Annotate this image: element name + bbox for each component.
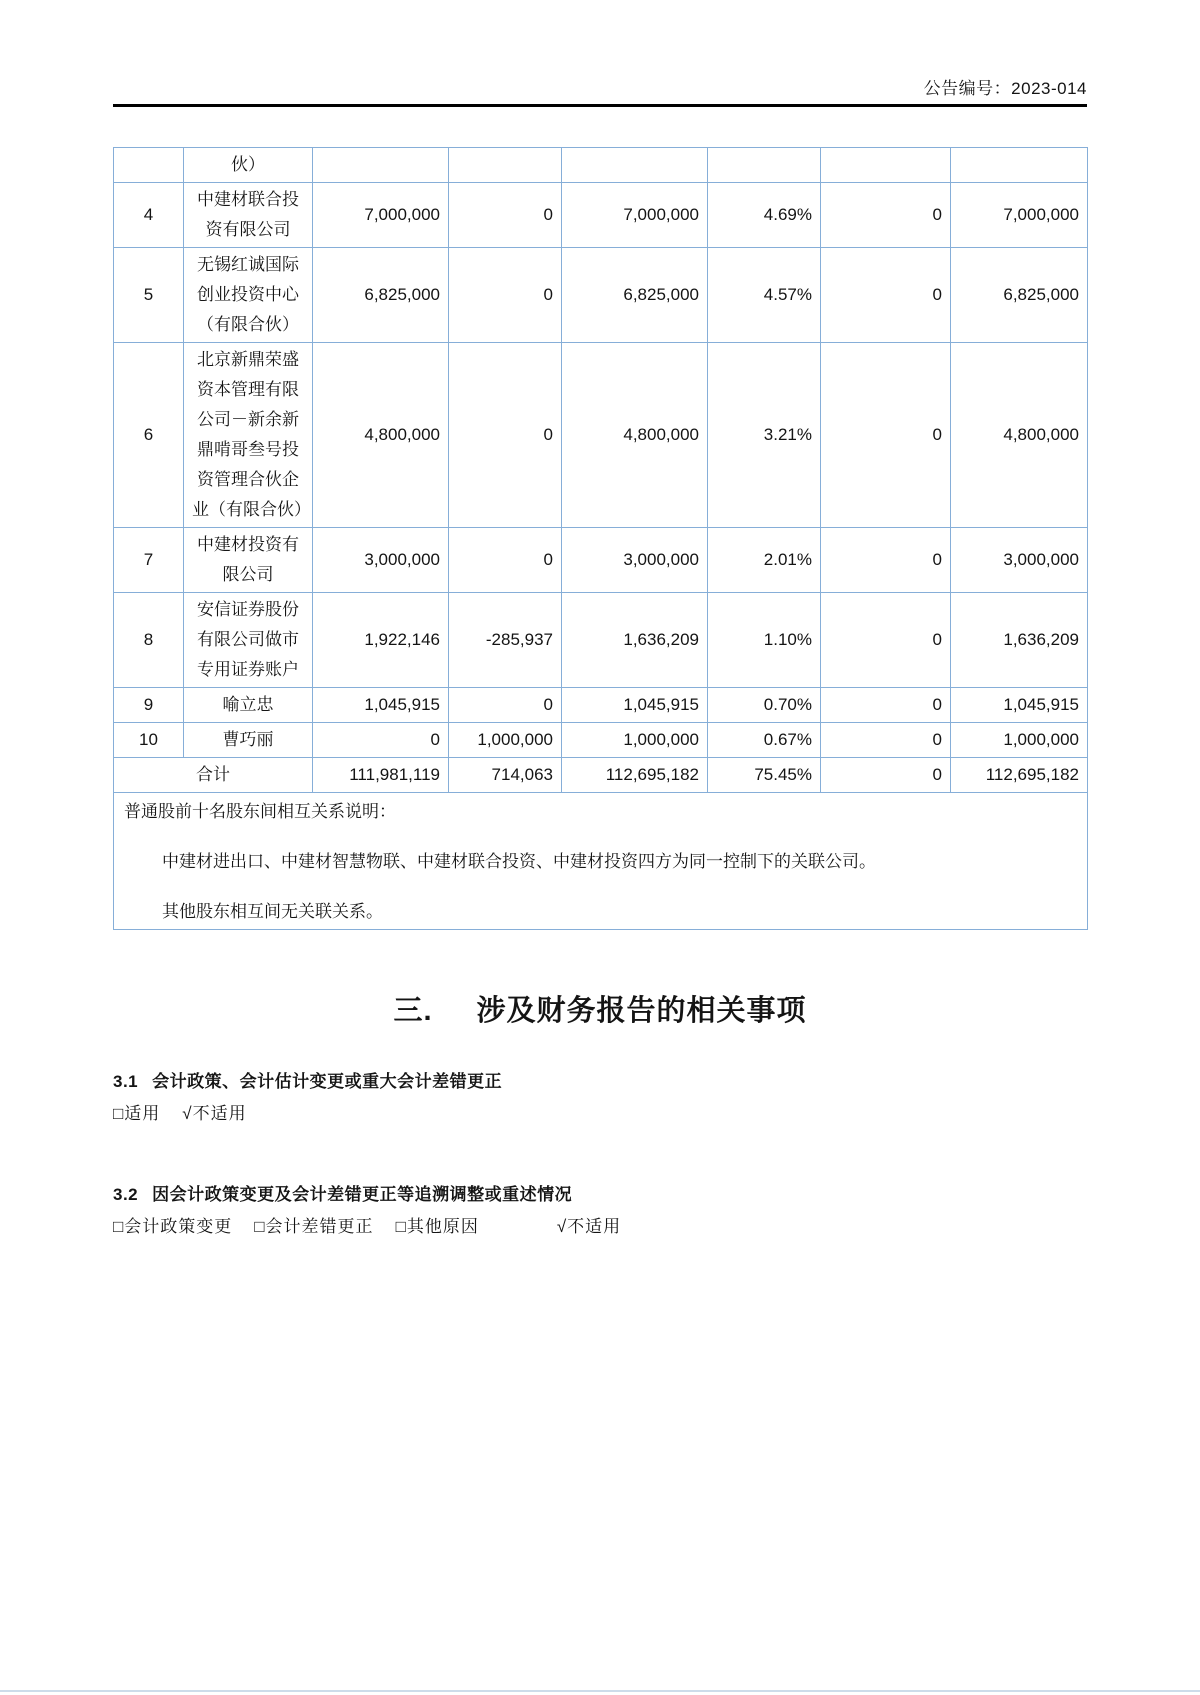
cell-shares-change: 0 <box>449 343 562 528</box>
cell-name: 安信证券股份有限公司做市专用证券账户 <box>184 593 313 688</box>
cell-unrestricted-shares: 1,636,209 <box>951 593 1088 688</box>
page-header <box>113 74 1087 99</box>
section-32-number: 3.2 <box>113 1185 139 1204</box>
shareholder-row <box>114 528 1088 593</box>
section-32 <box>113 1180 1087 1237</box>
cell-unrestricted-shares: 1,000,000 <box>951 723 1088 758</box>
cell-empty <box>951 148 1088 183</box>
section-31-heading <box>113 1067 1087 1092</box>
cell-shares-end: 6,825,000 <box>562 248 708 343</box>
cell-shares-begin: 7,000,000 <box>313 183 449 248</box>
section3-heading <box>113 988 1087 1029</box>
cell-unrestricted-shares: 6,825,000 <box>951 248 1088 343</box>
cell-ratio: 3.21% <box>708 343 821 528</box>
section3-heading-title: 涉及财务报告的相关事项 <box>476 995 807 1027</box>
cell-ratio: 2.01% <box>708 528 821 593</box>
shareholders-table <box>113 147 1088 930</box>
checkbox-option-applicable: □适用 <box>113 1104 161 1123</box>
cell-total-label: 合计 <box>114 758 313 793</box>
cell-restricted-shares: 0 <box>821 248 951 343</box>
cell-shares-begin: 3,000,000 <box>313 528 449 593</box>
cell-empty <box>449 148 562 183</box>
cell-empty <box>114 148 184 183</box>
page-content <box>113 0 1087 1237</box>
shareholder-row <box>114 688 1088 723</box>
section3-heading-number: 三. <box>393 995 433 1027</box>
cell-no: 10 <box>114 723 184 758</box>
cell-shares-end: 4,800,000 <box>562 343 708 528</box>
checkbox-option-policy-change: □会计政策变更 <box>113 1217 233 1236</box>
cell-name: 伙） <box>184 148 313 183</box>
cell-shares-change: 0 <box>449 688 562 723</box>
cell-shares-begin: 0 <box>313 723 449 758</box>
cell-name: 曹巧丽 <box>184 723 313 758</box>
cell-restricted-shares: 0 <box>821 758 951 793</box>
page-bottom-rule <box>0 1690 1200 1692</box>
cell-restricted-shares: 0 <box>821 183 951 248</box>
cell-shares-change: 714,063 <box>449 758 562 793</box>
cell-shares-change: 0 <box>449 248 562 343</box>
cell-shares-end: 1,000,000 <box>562 723 708 758</box>
cell-no: 5 <box>114 248 184 343</box>
cell-ratio: 0.67% <box>708 723 821 758</box>
cell-shares-end: 3,000,000 <box>562 528 708 593</box>
section-32-title: 因会计政策变更及会计差错更正等追溯调整或重述情况 <box>152 1185 573 1204</box>
cell-shares-end: 7,000,000 <box>562 183 708 248</box>
section-31-options <box>113 1099 1087 1124</box>
cell-shares-begin: 111,981,119 <box>313 758 449 793</box>
doc-number: 公告编号：2023-014 <box>923 79 1087 98</box>
cell-name: 北京新鼎荣盛资本管理有限公司－新余新鼎啃哥叁号投资管理合伙企业（有限合伙） <box>184 343 313 528</box>
cell-ratio: 1.10% <box>708 593 821 688</box>
cell-no: 6 <box>114 343 184 528</box>
cell-relation-notes <box>114 793 1088 930</box>
cell-restricted-shares: 0 <box>821 593 951 688</box>
shareholder-row <box>114 723 1088 758</box>
cell-unrestricted-shares: 1,045,915 <box>951 688 1088 723</box>
cell-shares-begin: 1,922,146 <box>313 593 449 688</box>
cell-empty <box>313 148 449 183</box>
shareholder-row <box>114 183 1088 248</box>
checkbox-option-error-correction: □会计差错更正 <box>254 1217 374 1236</box>
cell-unrestricted-shares: 4,800,000 <box>951 343 1088 528</box>
cell-empty <box>562 148 708 183</box>
shareholder-row <box>114 248 1088 343</box>
total-row <box>114 758 1088 793</box>
cell-shares-end: 1,045,915 <box>562 688 708 723</box>
cell-shares-change: -285,937 <box>449 593 562 688</box>
cell-ratio: 4.69% <box>708 183 821 248</box>
cell-ratio: 75.45% <box>708 758 821 793</box>
cell-restricted-shares: 0 <box>821 688 951 723</box>
section-31 <box>113 1067 1087 1124</box>
checkbox-option-not-applicable: √不适用 <box>556 1217 622 1236</box>
header-rule <box>113 104 1087 107</box>
cell-name: 喻立忠 <box>184 688 313 723</box>
relation-note-title: 普通股前十名股东间相互关系说明： <box>124 802 396 821</box>
cell-no: 8 <box>114 593 184 688</box>
section-31-number: 3.1 <box>113 1072 139 1091</box>
relation-note-line: 中建材进出口、中建材智慧物联、中建材联合投资、中建材投资四方为同一控制下的关联公司。 <box>162 852 876 871</box>
cell-ratio: 0.70% <box>708 688 821 723</box>
cell-restricted-shares: 0 <box>821 528 951 593</box>
section-32-heading <box>113 1180 1087 1205</box>
cell-restricted-shares: 0 <box>821 723 951 758</box>
cell-shares-begin: 4,800,000 <box>313 343 449 528</box>
checkbox-option-other-reason: □其他原因 <box>395 1217 479 1236</box>
cell-shares-begin: 1,045,915 <box>313 688 449 723</box>
carryover-row <box>114 148 1088 183</box>
cell-shares-begin: 6,825,000 <box>313 248 449 343</box>
cell-shares-change: 1,000,000 <box>449 723 562 758</box>
cell-no: 4 <box>114 183 184 248</box>
shareholder-row <box>114 343 1088 528</box>
cell-shares-end: 112,695,182 <box>562 758 708 793</box>
section-32-options <box>113 1212 1087 1237</box>
cell-ratio: 4.57% <box>708 248 821 343</box>
cell-name: 中建材投资有限公司 <box>184 528 313 593</box>
cell-unrestricted-shares: 7,000,000 <box>951 183 1088 248</box>
checkbox-option-not-applicable: √不适用 <box>182 1104 247 1123</box>
cell-restricted-shares: 0 <box>821 343 951 528</box>
cell-shares-change: 0 <box>449 528 562 593</box>
shareholder-row <box>114 593 1088 688</box>
cell-unrestricted-shares: 3,000,000 <box>951 528 1088 593</box>
cell-no: 7 <box>114 528 184 593</box>
section-31-title: 会计政策、会计估计变更或重大会计差错更正 <box>152 1072 503 1091</box>
cell-name: 中建材联合投资有限公司 <box>184 183 313 248</box>
cell-name: 无锡红诚国际创业投资中心（有限合伙） <box>184 248 313 343</box>
cell-empty <box>708 148 821 183</box>
cell-shares-change: 0 <box>449 183 562 248</box>
notes-row <box>114 793 1088 930</box>
cell-shares-end: 1,636,209 <box>562 593 708 688</box>
relation-note-line: 其他股东相互间无关联关系。 <box>162 902 383 921</box>
cell-empty <box>821 148 951 183</box>
cell-no: 9 <box>114 688 184 723</box>
cell-unrestricted-shares: 112,695,182 <box>951 758 1088 793</box>
